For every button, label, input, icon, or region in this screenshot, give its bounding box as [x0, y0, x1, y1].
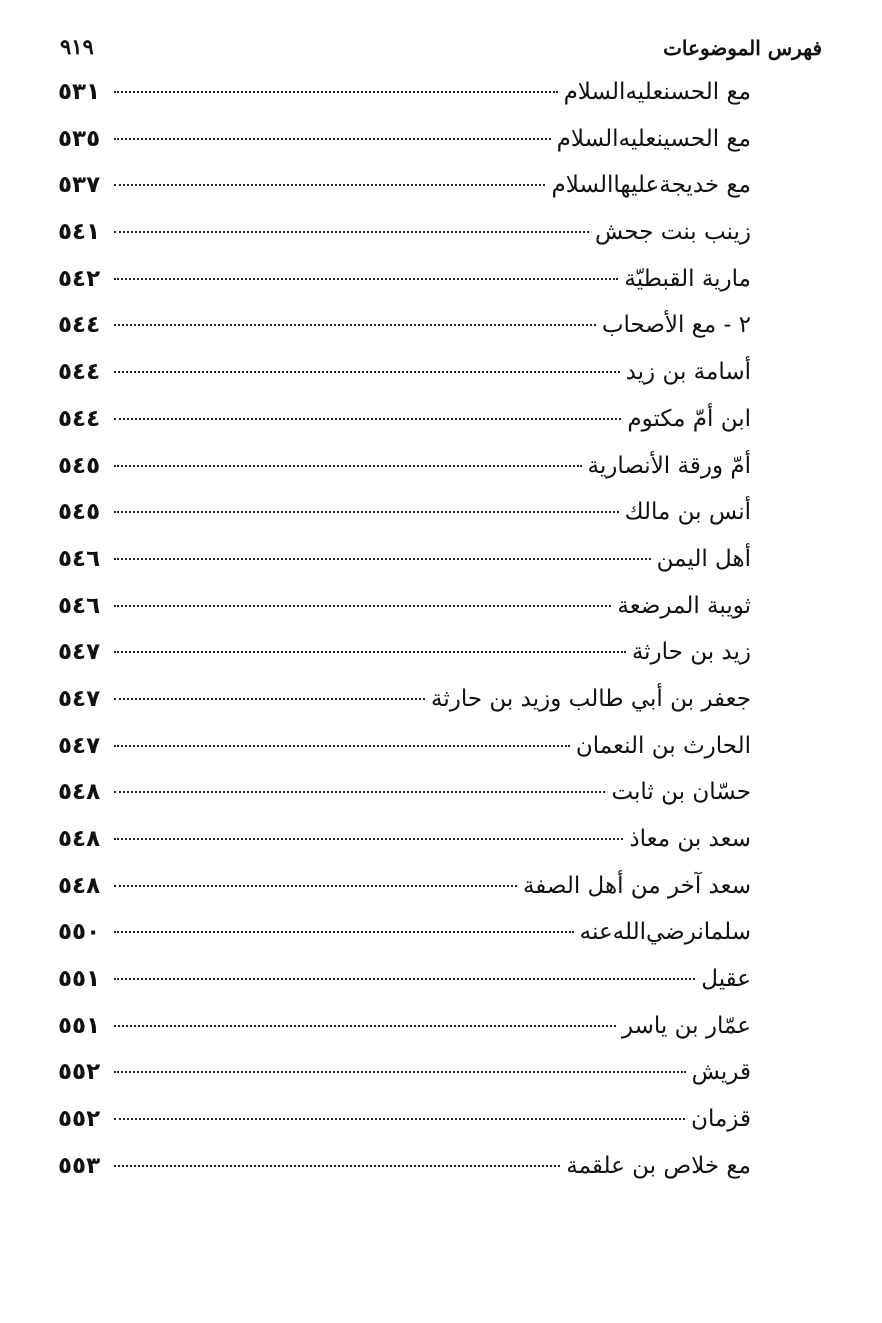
- toc-entry-page: ٥٤٨: [58, 872, 101, 899]
- dot-leader: [114, 1071, 686, 1073]
- dot-leader: [114, 558, 651, 560]
- dot-leader: [114, 651, 626, 653]
- dot-leader: [114, 184, 545, 186]
- toc-entry-title: مع خلاص بن علقمة: [566, 1152, 751, 1179]
- dot-leader: [114, 791, 605, 793]
- toc-entry: [58, 1013, 763, 1060]
- toc-entry: [58, 1153, 763, 1200]
- toc-entry-page: ٥٤٦: [58, 592, 101, 619]
- toc-entry-page: ٥٤٤: [58, 359, 101, 386]
- toc-entry-title: ٢ - مع الأصحاب: [601, 312, 751, 339]
- toc-entry: [58, 219, 763, 266]
- toc-entry-page: ٥٤٥: [58, 499, 101, 526]
- toc-entry-page: ٥٣٧: [58, 172, 101, 199]
- dot-leader: [114, 605, 611, 607]
- toc-entry: [58, 312, 763, 359]
- toc-entry-page: ٥٤٤: [58, 312, 101, 339]
- toc-entry-page: ٥٥٠: [58, 919, 101, 946]
- dot-leader: [114, 91, 558, 93]
- dot-leader: [114, 465, 582, 467]
- dot-leader: [114, 418, 621, 420]
- toc-entry-title: ابن أمّ مكتوم: [627, 405, 751, 432]
- toc-entry: [58, 1059, 763, 1106]
- toc-entry-title: أسامة بن زيد: [625, 359, 751, 386]
- dot-leader: [114, 885, 517, 887]
- dot-leader: [114, 698, 425, 700]
- toc-entry-title: قزمان: [691, 1106, 751, 1133]
- toc-entry-page: ٥٤٥: [58, 452, 101, 479]
- toc-entry: [58, 873, 763, 920]
- toc-entry-title: أهل اليمن: [656, 545, 751, 572]
- toc-entry-title: سعد بن معاذ: [629, 826, 751, 852]
- dot-leader: [114, 138, 551, 140]
- toc-entry-title: جعفر بن أبي طالب وزيد بن حارثة: [431, 685, 751, 712]
- toc-entry: [58, 1106, 763, 1153]
- toc-entry-page: ٥٣١: [58, 79, 101, 105]
- dot-leader: [114, 931, 574, 933]
- toc-entry-title: الحارث بن النعمان: [575, 732, 751, 759]
- toc-entry-title: أنس بن مالك: [624, 499, 751, 526]
- toc-entry-page: ٥٤٧: [58, 732, 101, 759]
- toc-entry-title: حسّان بن ثابت: [611, 779, 751, 806]
- toc-entry: [58, 359, 763, 406]
- toc-entry: [58, 266, 763, 313]
- toc-entry-title: سعد آخر من أهل الصفة: [522, 872, 751, 899]
- running-title: فهرس الموضوعات: [663, 36, 822, 60]
- toc-entry: [58, 499, 763, 546]
- dot-leader: [114, 1025, 616, 1027]
- toc-entry-page: ٥٤١: [58, 219, 101, 246]
- toc-entry-page: ٥٥٢: [58, 1106, 101, 1133]
- toc-entry-title: عمّار بن ياسر: [621, 1012, 751, 1039]
- toc-entry: [58, 826, 763, 873]
- toc-entry-title: مع الحسينعليه‌السلام: [556, 125, 751, 152]
- toc-entry: [58, 453, 763, 500]
- page-number: ٩١٩: [60, 34, 94, 59]
- toc-entry: [58, 779, 763, 826]
- toc-entry: [58, 733, 763, 780]
- toc-entry: [58, 126, 763, 173]
- toc-entry-page: ٥٤٧: [58, 639, 101, 666]
- toc-entry: [58, 546, 763, 593]
- toc-entry-title: زينب بنت جحش: [595, 219, 751, 246]
- toc-entry: [58, 639, 763, 686]
- toc-entry-title: مع خديجةعليها‌السلام: [551, 172, 751, 199]
- toc-entry-page: ٥٥٣: [58, 1152, 101, 1179]
- toc-entry: [58, 406, 763, 453]
- dot-leader: [114, 324, 596, 326]
- dot-leader: [114, 745, 570, 747]
- toc-entry-page: ٥٣٥: [58, 125, 101, 152]
- dot-leader: [114, 231, 589, 233]
- toc-entry: [58, 172, 763, 219]
- toc-entry-page: ٥٤٨: [58, 826, 101, 852]
- toc-entry: [58, 966, 763, 1013]
- toc-entry-page: ٥٤٦: [58, 545, 101, 572]
- toc-entry: [58, 686, 763, 733]
- dot-leader: [114, 511, 619, 513]
- toc-entry-title: عقيل: [701, 966, 751, 993]
- dot-leader: [114, 1165, 560, 1167]
- toc-entry: [58, 919, 763, 966]
- toc-entry-page: ٥٤٢: [58, 265, 101, 292]
- toc-entry-title: مارية القبطيّة: [624, 265, 751, 292]
- toc-entry-title: زيد بن حارثة: [631, 639, 751, 666]
- dot-leader: [114, 278, 618, 280]
- dot-leader: [114, 978, 695, 980]
- dot-leader: [114, 1118, 685, 1120]
- toc-entry-page: ٥٤٨: [58, 779, 101, 806]
- toc-entry-title: قريش: [691, 1059, 751, 1086]
- toc-entry-title: مع الحسنعليه‌السلام: [563, 79, 751, 105]
- toc-entry: [58, 79, 763, 126]
- toc-entry-page: ٥٥١: [58, 1012, 101, 1039]
- toc-entry-title: سلمانرضي‌الله‌عنه: [579, 919, 751, 946]
- toc-entry-title: أمّ ورقة الأنصارية: [587, 452, 751, 479]
- toc-entry-page: ٥٥٢: [58, 1059, 101, 1086]
- toc-entry-page: ٥٤٤: [58, 405, 101, 432]
- dot-leader: [114, 371, 620, 373]
- toc-entry: [58, 593, 763, 640]
- dot-leader: [114, 838, 623, 840]
- toc-entry-page: ٥٤٧: [58, 685, 101, 712]
- table-of-contents: [58, 79, 763, 1200]
- toc-entry-page: ٥٥١: [58, 966, 101, 993]
- page-header: [60, 30, 822, 70]
- toc-entry-title: ثويبة المرضعة: [617, 592, 751, 619]
